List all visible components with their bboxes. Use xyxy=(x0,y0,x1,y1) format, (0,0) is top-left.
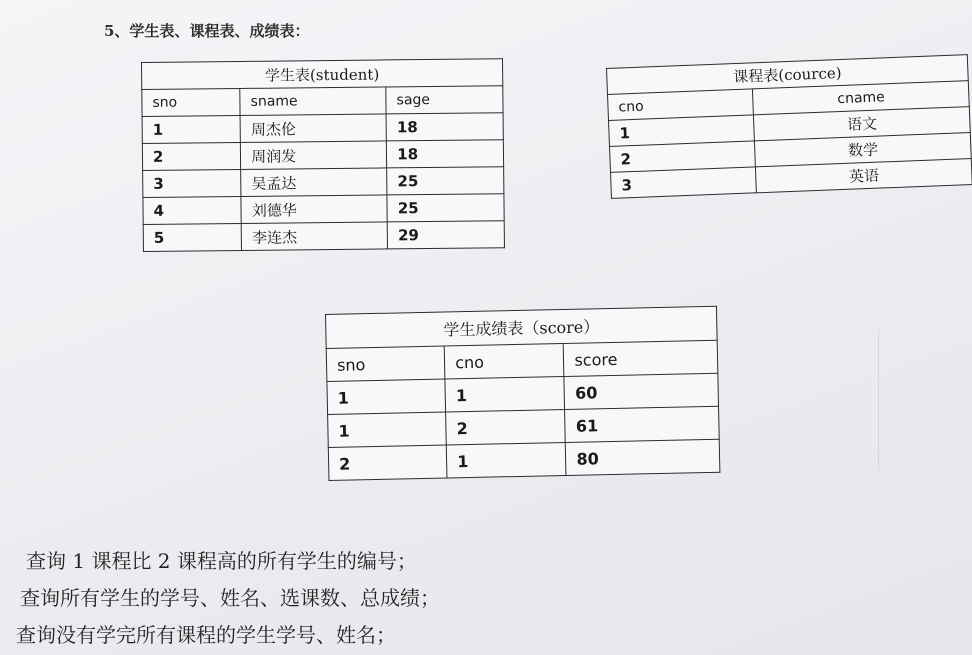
table-cell: 周润发 xyxy=(241,141,387,170)
table-row xyxy=(143,221,504,252)
table-cell: 18 xyxy=(387,140,504,168)
course-table-caption: 课程表(cource) xyxy=(607,55,969,95)
question-2: 查询所有学生的学号、姓名、选课数、总成绩； xyxy=(20,586,440,610)
column-header-sage: sage xyxy=(386,86,503,114)
table-cell: 60 xyxy=(564,373,718,409)
column-header-sname: sname xyxy=(240,87,386,116)
course-table xyxy=(606,54,972,199)
table-cell: 1 xyxy=(609,115,755,147)
table-cell: 2 xyxy=(446,409,566,444)
table-cell: 29 xyxy=(387,221,504,249)
table-cell: 英语 xyxy=(756,159,972,193)
table-cell: 2 xyxy=(610,141,756,173)
table-cell: 25 xyxy=(387,194,504,222)
table-cell: 1 xyxy=(328,412,447,447)
table-cell: 61 xyxy=(565,406,719,442)
table-row xyxy=(142,140,503,171)
column-header-sno: sno xyxy=(326,346,445,381)
column-header-score: score xyxy=(564,340,718,376)
table-cell: 语文 xyxy=(754,107,970,141)
table-cell: 数学 xyxy=(755,133,971,167)
table-cell: 周杰伦 xyxy=(240,114,386,143)
score-table xyxy=(325,306,720,481)
column-header-cno: cno xyxy=(608,89,754,121)
table-row xyxy=(143,194,504,225)
table-cell: 3 xyxy=(143,169,241,197)
table-row xyxy=(142,113,503,144)
table-cell: 2 xyxy=(328,445,447,480)
column-header-sno: sno xyxy=(142,88,240,116)
question-3: 查询没有学完所有课程的学生学号、姓名； xyxy=(16,623,396,647)
score-table-caption: 学生成绩表（score） xyxy=(326,306,718,348)
student-table xyxy=(141,58,505,252)
table-cell: 刘德华 xyxy=(241,195,387,224)
question-1: 查询 1 课程比 2 课程高的所有学生的编号； xyxy=(26,549,417,573)
student-table-caption: 学生表(student) xyxy=(142,59,503,90)
table-cell: 5 xyxy=(143,223,241,251)
section-heading: 5、学生表、课程表、成绩表： xyxy=(104,22,310,40)
table-cell: 4 xyxy=(143,196,241,224)
table-cell: 2 xyxy=(142,142,240,170)
table-cell: 1 xyxy=(142,115,240,143)
bleed-through-shadow xyxy=(878,330,972,470)
table-cell: 25 xyxy=(387,167,504,195)
table-row xyxy=(143,167,504,198)
table-cell: 80 xyxy=(566,439,720,475)
table-cell: 3 xyxy=(611,167,757,199)
table-cell: 18 xyxy=(386,113,503,141)
table-row xyxy=(328,439,720,480)
table-cell: 1 xyxy=(446,442,566,477)
table-cell: 1 xyxy=(445,377,565,412)
column-header-cno: cno xyxy=(444,344,564,379)
table-cell: 1 xyxy=(327,379,446,414)
table-cell: 李连杰 xyxy=(241,222,387,251)
column-header-cname: cname xyxy=(753,81,969,115)
table-cell: 吴孟达 xyxy=(241,168,387,197)
